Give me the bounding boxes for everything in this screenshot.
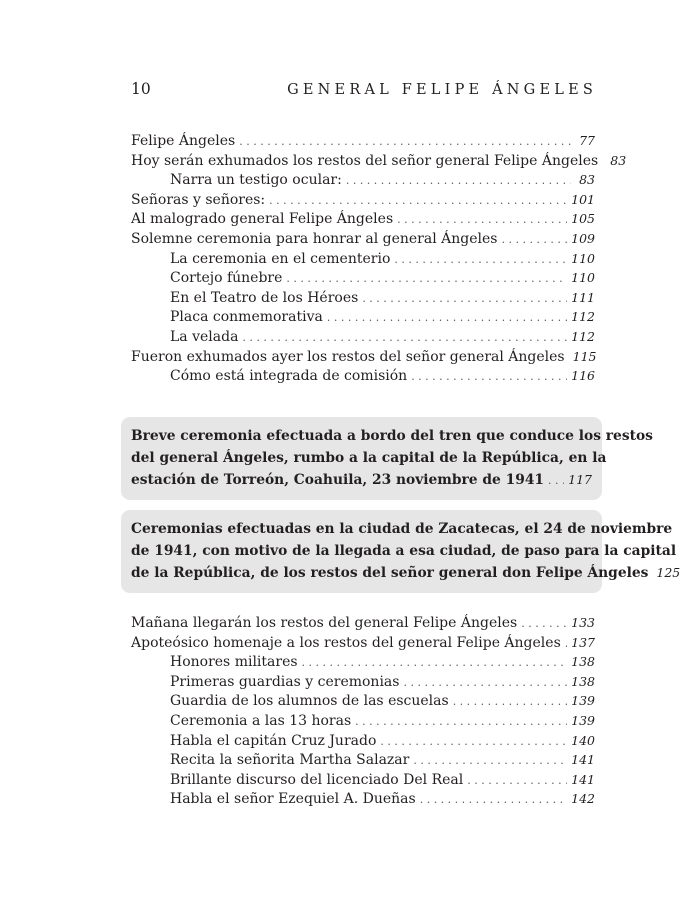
- dot-leader: [548, 470, 564, 492]
- page-ref: 101: [571, 191, 595, 207]
- toc-subentry: [131, 249, 595, 269]
- entry-title: Guardia de los alumnos de las escuelas: [170, 693, 449, 710]
- dot-leader: [453, 692, 567, 712]
- entry-title: La ceremonia en el cementerio: [170, 250, 391, 267]
- page-header: [131, 80, 597, 104]
- entry-title: Apoteósico homenaje a los restos del general Felipe Ángeles: [131, 634, 561, 651]
- page-ref: 139: [571, 693, 595, 709]
- dot-leader: [362, 289, 567, 309]
- page-ref: 117: [568, 472, 592, 487]
- page-ref: 111: [571, 289, 595, 305]
- toc-subentry: [131, 731, 595, 751]
- box-line: Ceremonias efectuadas en la ciudad de Zacatecas, el 24 de noviembre: [131, 521, 673, 537]
- toc-entry: [131, 229, 595, 249]
- page-ref: 141: [571, 752, 595, 768]
- dot-leader: [397, 210, 567, 230]
- entry-title: Al malogrado general Felipe Ángeles: [131, 211, 394, 228]
- page-ref: 133: [571, 615, 595, 630]
- page-ref: 139: [571, 712, 595, 728]
- toc-highlight-box-2: [121, 510, 680, 593]
- dot-leader: [346, 171, 571, 191]
- page-ref: 140: [571, 732, 595, 748]
- entry-title: La velada: [170, 328, 239, 345]
- box-line-last: de la República, de los restos del señor general don Felipe Ángeles 125: [131, 562, 592, 585]
- box-line-last: estación de Torreón, Coahuila, 23 noviembre de 1941 . . . 117: [131, 469, 592, 492]
- toc-subentry: [131, 327, 595, 347]
- page-ref: 125: [656, 565, 680, 580]
- toc-subentry: [131, 711, 595, 731]
- page-ref: 138: [571, 673, 595, 689]
- dot-leader: [413, 751, 567, 771]
- page-ref: 83: [579, 172, 595, 188]
- entry-title: Primeras guardias y ceremonias: [170, 673, 400, 690]
- entry-title: Narra un testigo ocular:: [170, 172, 342, 189]
- dot-leader: [394, 250, 567, 270]
- toc-subentry: [131, 366, 595, 386]
- entry-title: Cortejo fúnebre: [170, 270, 283, 287]
- toc-subentry: [131, 691, 595, 711]
- page-ref: 83: [610, 152, 627, 168]
- entry-title: Solemne ceremonia para honrar al general Ángeles: [131, 230, 498, 247]
- entry-title: Hoy serán exhumados los restos del señor general Felipe Ángeles: [131, 152, 599, 169]
- dot-leader: [355, 712, 567, 732]
- entry-title: Mañana llegarán los restos del general Felipe Ángeles: [131, 615, 518, 631]
- toc-highlight-box-1: [121, 417, 653, 500]
- entry-title: En el Teatro de los Héroes: [170, 289, 359, 306]
- toc-subentry: [131, 672, 595, 692]
- toc-entry: [131, 347, 595, 367]
- box-line: de 1941, con motivo de la llegada a esa ciudad, de paso para la capital: [131, 542, 677, 559]
- page-ref: 112: [571, 309, 595, 325]
- entry-title: Honores militares: [170, 654, 298, 671]
- dot-leader: [327, 308, 567, 328]
- entry-title: Recita la señorita Martha Salazar: [170, 752, 410, 769]
- toc-subentry: [131, 750, 595, 770]
- dot-leader: [411, 367, 567, 387]
- toc-entry: [131, 613, 595, 633]
- entry-title: Brillante discurso del licenciado Del Real: [170, 771, 464, 788]
- toc-subentry: [131, 288, 595, 308]
- dot-leader: [286, 269, 567, 289]
- page-ref: 137: [571, 634, 595, 650]
- dot-leader: [242, 328, 567, 348]
- running-title: GENERAL FELIPE ÁNGELES: [287, 82, 597, 98]
- page-ref: 141: [571, 771, 595, 787]
- toc-subentry: [131, 170, 595, 190]
- entry-title: Habla el señor Ezequiel A. Dueñas: [170, 791, 416, 808]
- dot-leader: [521, 614, 567, 634]
- page-ref: 105: [571, 211, 595, 227]
- box-line: del general Ángeles, rumbo a la capital de la República, en la: [131, 449, 607, 466]
- page-ref: 110: [571, 250, 595, 266]
- dot-leader: [501, 230, 567, 250]
- page-number: 10: [131, 80, 151, 98]
- dot-leader: [269, 191, 567, 211]
- entry-title: Habla el capitán Cruz Jurado: [170, 732, 377, 749]
- toc-subentry: [131, 307, 595, 327]
- toc-subentry: [131, 268, 595, 288]
- page-ref: 77: [579, 133, 595, 148]
- toc-subentry: [131, 652, 595, 672]
- entry-title: Felipe Ángeles: [131, 133, 236, 149]
- entry-title: Señoras y señores:: [131, 191, 266, 208]
- dot-leader: [380, 732, 567, 752]
- toc-entry: [131, 633, 595, 653]
- page-ref: 109: [571, 230, 595, 246]
- entry-title: Fueron exhumados ayer los restos del señor general Ángeles: [131, 348, 565, 365]
- toc-subentry: [131, 789, 595, 809]
- box-line: Breve ceremonia efectuada a bordo del tren que conduce los restos: [131, 428, 653, 444]
- page-ref: 138: [571, 654, 595, 670]
- toc-entry: [131, 151, 627, 171]
- toc-section-1: [131, 131, 627, 386]
- page-ref: 115: [572, 348, 597, 364]
- toc-entry: [131, 131, 595, 151]
- dot-leader: [420, 790, 567, 810]
- dot-leader: [403, 673, 567, 693]
- dot-leader: [302, 653, 568, 673]
- entry-title: Ceremonia a las 13 horas: [170, 712, 352, 729]
- entry-title: Placa conmemorativa: [170, 309, 323, 326]
- entry-title: Cómo está integrada de comisión: [170, 368, 408, 385]
- toc-subentry: [131, 770, 595, 790]
- page-ref: 110: [571, 270, 595, 286]
- page-ref: 142: [571, 791, 595, 807]
- dot-leader: [239, 132, 571, 152]
- page-ref: 112: [571, 328, 595, 344]
- toc-section-2: [131, 613, 595, 809]
- toc-entry: [131, 190, 595, 210]
- page-ref: 116: [571, 368, 595, 384]
- dot-leader: [467, 771, 567, 791]
- toc-entry: [131, 209, 595, 229]
- dot-leader: [565, 634, 567, 654]
